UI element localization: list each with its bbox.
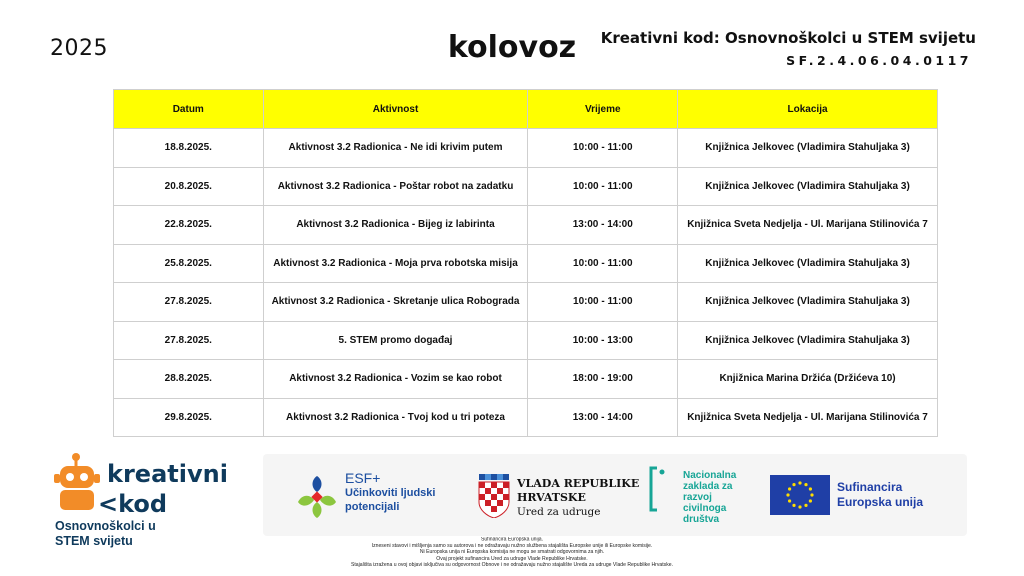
partner-logos bbox=[263, 454, 967, 536]
year-label: 2025 bbox=[50, 36, 108, 61]
gov-title-line2: HRVATSKE bbox=[517, 491, 586, 504]
robot-icon bbox=[54, 452, 102, 514]
cell-date: 27.8.2025. bbox=[114, 283, 264, 322]
cell-activity: Aktivnost 3.2 Radionica - Moja prva robotska misija bbox=[263, 244, 528, 283]
table-header-row bbox=[114, 90, 938, 129]
column-header-activity: Aktivnost bbox=[263, 90, 528, 129]
eu-flag-icon bbox=[770, 475, 830, 515]
brand-tagline-line2: STEM svijetu bbox=[55, 534, 133, 548]
table-row bbox=[114, 206, 938, 245]
cell-date: 20.8.2025. bbox=[114, 167, 264, 206]
column-header-date: Datum bbox=[114, 90, 264, 129]
cell-date: 22.8.2025. bbox=[114, 206, 264, 245]
cell-location: Knjižnica Jelkovec (Vladimira Stahuljaka 3) bbox=[678, 129, 938, 168]
table-row bbox=[114, 321, 938, 360]
cell-time: 10:00 - 11:00 bbox=[528, 283, 678, 322]
disclaimer-line: Sufinancira Europska unija. bbox=[480, 537, 544, 543]
cell-activity: 5. STEM promo događaj bbox=[263, 321, 528, 360]
cell-activity: Aktivnost 3.2 Radionica - Tvoj kod u tri poteza bbox=[263, 398, 528, 437]
table-row bbox=[114, 129, 938, 168]
project-title: Kreativni kod: Osnovnoškolci u STEM svijetu bbox=[600, 29, 976, 47]
cell-activity: Aktivnost 3.2 Radionica - Skretanje ulica Robograda bbox=[263, 283, 528, 322]
nz-line3: razvoj bbox=[683, 492, 712, 503]
column-header-time: Vrijeme bbox=[528, 90, 678, 129]
cell-location: Knjižnica Jelkovec (Vladimira Stahuljaka 3) bbox=[678, 321, 938, 360]
gov-office: Ured za udruge bbox=[517, 506, 601, 518]
cell-date: 29.8.2025. bbox=[114, 398, 264, 437]
cell-time: 10:00 - 11:00 bbox=[528, 167, 678, 206]
nz-line2: zaklada za bbox=[683, 481, 733, 492]
table-row bbox=[114, 167, 938, 206]
disclaimer bbox=[2, 537, 1022, 569]
nz-line4: civilnoga bbox=[683, 503, 727, 514]
cell-date: 25.8.2025. bbox=[114, 244, 264, 283]
cell-time: 13:00 - 14:00 bbox=[528, 398, 678, 437]
disclaimer-line: Ni Europska unija ni Europska komisija ne mogu se smatrati odgovornima za njih. bbox=[419, 549, 605, 556]
cell-location: Knjižnica Sveta Nedjelja - Ul. Marijana Stilinovića 7 bbox=[678, 206, 938, 245]
cell-time: 10:00 - 11:00 bbox=[528, 244, 678, 283]
schedule-table bbox=[113, 89, 938, 437]
cell-time: 18:00 - 19:00 bbox=[528, 360, 678, 399]
cell-activity: Aktivnost 3.2 Radionica - Poštar robot na zadatku bbox=[263, 167, 528, 206]
cell-time: 13:00 - 14:00 bbox=[528, 206, 678, 245]
esf-flower-icon bbox=[296, 474, 338, 520]
eu-line2: Europska unija bbox=[837, 495, 924, 509]
table-row bbox=[114, 360, 938, 399]
cell-time: 10:00 - 13:00 bbox=[528, 321, 678, 360]
column-header-location: Lokacija bbox=[678, 90, 938, 129]
esf-subtitle-line1: Učinkoviti ljudski bbox=[345, 487, 436, 499]
cell-activity: Aktivnost 3.2 Radionica - Ne idi krivim putem bbox=[263, 129, 528, 168]
nz-line5: društva bbox=[683, 514, 720, 525]
cell-time: 10:00 - 11:00 bbox=[528, 129, 678, 168]
cell-date: 28.8.2025. bbox=[114, 360, 264, 399]
table-row bbox=[114, 283, 938, 322]
cell-date: 18.8.2025. bbox=[114, 129, 264, 168]
croatian-coat-of-arms-icon bbox=[477, 474, 511, 518]
cell-location: Knjižnica Marina Držića (Držićeva 10) bbox=[678, 360, 938, 399]
disclaimer-line: Izneseni stavovi i mišljenja samo su autorova i ne odražavaju nužno službena stajališta Europske unije ili Europske komisije. bbox=[371, 543, 653, 549]
project-code: SF.2.4.06.04.0117 bbox=[786, 53, 972, 68]
brand-word-kod: <kod bbox=[98, 490, 168, 518]
cell-activity: Aktivnost 3.2 Radionica - Bijeg iz labirinta bbox=[263, 206, 528, 245]
cell-location: Knjižnica Jelkovec (Vladimira Stahuljaka 3) bbox=[678, 283, 938, 322]
disclaimer-line: Ovaj projekt sufinancira Ured za udruge Vlade Republike Hrvatske. bbox=[436, 556, 588, 562]
nz-text bbox=[683, 470, 736, 525]
table-row bbox=[114, 244, 938, 283]
cell-activity: Aktivnost 3.2 Radionica - Vozim se kao robot bbox=[263, 360, 528, 399]
table-row bbox=[114, 398, 938, 437]
bracket-icon bbox=[649, 466, 669, 512]
cell-location: Knjižnica Jelkovec (Vladimira Stahuljaka 3) bbox=[678, 167, 938, 206]
cell-date: 27.8.2025. bbox=[114, 321, 264, 360]
page-title: kolovoz bbox=[447, 30, 577, 65]
brand-tagline-line1: Osnovnoškolci u bbox=[55, 519, 156, 533]
nz-line1: Nacionalna bbox=[683, 470, 737, 481]
eu-line1: Sufinancira bbox=[837, 480, 903, 494]
cell-location: Knjižnica Sveta Nedjelja - Ul. Marijana Stilinovića 7 bbox=[678, 398, 938, 437]
disclaimer-line: Stajališta izražena u ovoj objavi isključiva su odgovornost Obnove i ne odražavaju nužno stajalište Ureda za udruge Vlade Republike Hrvatske. bbox=[350, 562, 674, 568]
esf-subtitle-line2: potencijali bbox=[345, 501, 400, 513]
gov-title-line1: VLADA REPUBLIKE bbox=[517, 477, 640, 490]
cell-location: Knjižnica Jelkovec (Vladimira Stahuljaka 3) bbox=[678, 244, 938, 283]
brand-word-kreativni: kreativni bbox=[107, 460, 228, 488]
esf-title: ESF+ bbox=[345, 470, 381, 486]
